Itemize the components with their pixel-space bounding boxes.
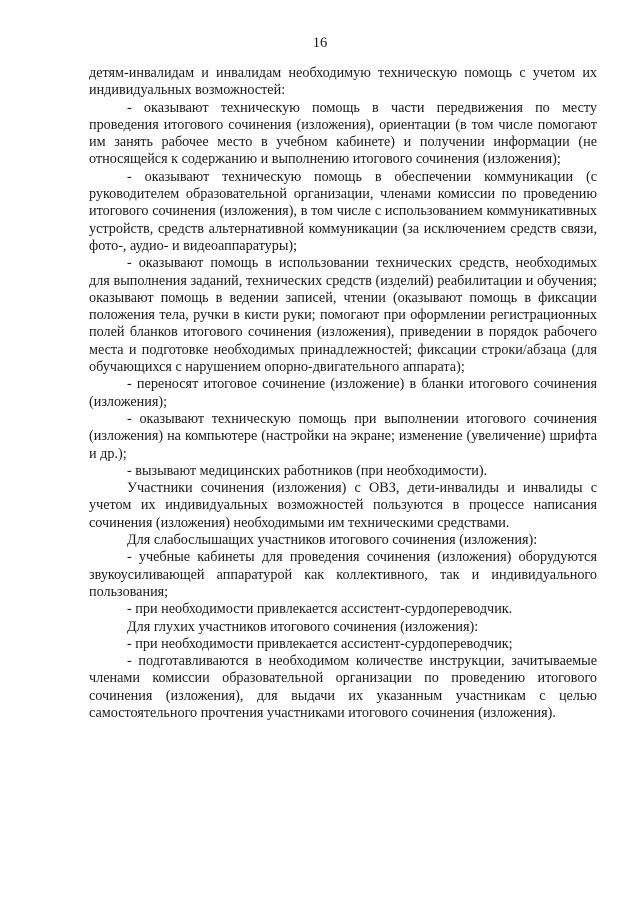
paragraph: Участники сочинения (изложения) с ОВЗ, дети-инвалиды и инвалиды с учетом их индивидуальных возможностей пользуются в процессе написания сочинения (изложения) необходимыми им техническими средствами. — [89, 480, 597, 531]
paragraph: Для слабослышащих участников итогового сочинения (изложения): — [127, 532, 538, 549]
page-number: 16 — [312, 35, 328, 51]
paragraph: - при необходимости привлекается ассистент-сурдопереводчик. — [127, 601, 513, 618]
paragraph: детям-инвалидам и инвалидам необходимую техническую помощь с учетом их индивидуальных возможностей: — [89, 65, 597, 99]
paragraph: Для глухих участников итогового сочинения (изложения): — [127, 618, 479, 635]
body-text — [89, 65, 597, 722]
paragraph: - оказывают помощь в использовании технических средств, необходимых для выполнения заданий, технических средств (изделий) реабилитации и обучения; оказывают помощь в ведении записей, чтении (оказывают помощь в фиксации положения тела, ручки в кисти руки; помогают при оформлении регистрационных полей бланков итогового сочинения (изложения), приведении в порядок рабочего места и подготовке необходимых принадлежностей; фиксации строки/абзаца (для обучающихся с нарушением опорно-двигательного аппарата); — [89, 255, 597, 376]
paragraph: - вызывают медицинских работников (при необходимости). — [127, 462, 488, 479]
paragraph: - оказывают техническую помощь в части передвижения по месту проведения итогового сочинения (изложения), ориентации (в том числе помогают им занять рабочее место в учебном кабинете) и получении информации (не относящейся к содержанию и выполнению итогового сочинения (изложения); — [89, 99, 597, 168]
paragraph: - при необходимости привлекается ассистент-сурдопереводчик; — [127, 635, 513, 652]
paragraph: - переносят итоговое сочинение (изложение) в бланки итогового сочинения (изложения); — [89, 376, 597, 410]
paragraph: - оказывают техническую помощь при выполнении итогового сочинения (изложения) на компьютере (настройки на экране; изменение (увеличение) шрифта и др.); — [89, 410, 597, 462]
paragraph: - оказывают техническую помощь в обеспечении коммуникации (с руководителем образовательной организации, членами комиссии по проведению итогового сочинения (изложения), в том числе с использованием коммуникативных устройств, средств альтернативной коммуникации (за исключением средств связи, фото-, аудио- и видеоаппаратуры); — [89, 168, 597, 254]
paragraph: - учебные кабинеты для проведения сочинения (изложения) оборудуются звукоусиливающей аппаратурой как коллективного, так и индивидуального пользования; — [89, 549, 597, 600]
paragraph: - подготавливаются в необходимом количестве инструкции, зачитываемые членами комиссии образовательной организации по проведению итогового сочинения (изложения), для выдачи их указанным участникам с целью самостоятельного прочтения участниками итогового сочинения (изложения). — [89, 653, 597, 721]
